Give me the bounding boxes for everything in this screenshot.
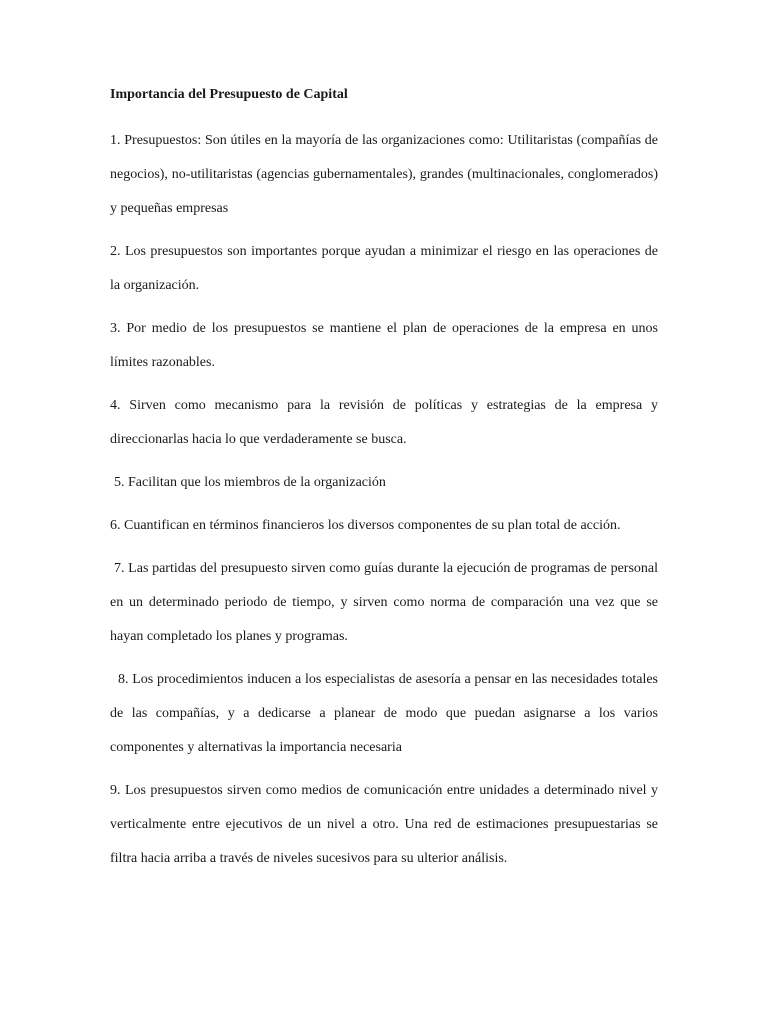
paragraph-6: 6. Cuantifican en términos financieros los diversos componentes de su plan total de acción. [110, 518, 621, 533]
document-page [110, 86, 658, 885]
document-title: Importancia del Presupuesto de Capital [110, 87, 348, 102]
paragraph-8: 8. Los procedimientos inducen a los especialistas de asesoría a pensar en las necesidades totales de las compañías, y a dedicarse a planear de modo que puedan asignarse a los varios componentes y alternativas la importancia necesaria [110, 672, 658, 755]
paragraph-5: 5. Facilitan que los miembros de la organización [114, 475, 386, 490]
paragraph-1: 1. Presupuestos: Son útiles en la mayoría de las organizaciones como: Utilitaristas (compañías de negocios), no-utilitaristas (agencias gubernamentales), grandes (multinacionales, conglomerados) y pequeñas empresas [110, 133, 658, 216]
paragraph-3: 3. Por medio de los presupuestos se mantiene el plan de operaciones de la empresa en unos límites razonables. [110, 321, 658, 370]
paragraph-7: 7. Las partidas del presupuesto sirven como guías durante la ejecución de programas de personal en un determinado periodo de tiempo, y sirven como norma de comparación una vez que se hayan completado los planes y programas. [110, 561, 658, 644]
paragraph-2: 2. Los presupuestos son importantes porque ayudan a minimizar el riesgo en las operaciones de la organización. [110, 244, 658, 293]
paragraph-9: 9. Los presupuestos sirven como medios de comunicación entre unidades a determinado nivel y verticalmente entre ejecutivos de un nivel a otro. Una red de estimaciones presupuestarias se filtra hacia arriba a través de niveles sucesivos para su ulterior análisis. [110, 783, 658, 866]
paragraph-4: 4. Sirven como mecanismo para la revisión de políticas y estrategias de la empresa y direccionarlas hacia lo que verdaderamente se busca. [110, 398, 658, 447]
